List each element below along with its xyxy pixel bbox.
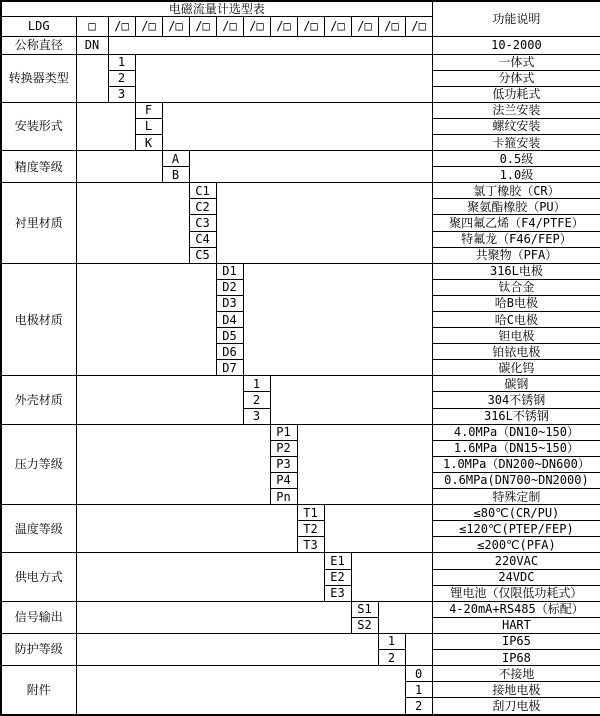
option-description: 氯丁橡胶（CR） (432, 183, 600, 199)
option-description: ≤80℃(CR/PU) (432, 505, 600, 521)
option-description: 1.0级 (432, 167, 600, 183)
option-description: 聚氨酯橡胶（PU） (432, 199, 600, 215)
option-code: D4 (216, 312, 243, 328)
option-description: 哈C电极 (432, 312, 600, 328)
model-code-slot: /□ (162, 16, 189, 36)
filler-cell (76, 102, 135, 150)
filler-cell (76, 601, 351, 633)
filler-cell (162, 102, 432, 150)
model-code-slot: /□ (270, 16, 297, 36)
table-row (1, 666, 600, 682)
option-description: 24VDC (432, 569, 600, 585)
option-code: F (135, 102, 162, 118)
table-row (1, 183, 600, 199)
option-description: 220VAC (432, 553, 600, 569)
category-label: 温度等级 (1, 505, 76, 553)
option-code: K (135, 134, 162, 150)
model-code-slot: /□ (351, 16, 378, 36)
filler-cell (76, 54, 108, 102)
option-code: 2 (405, 698, 432, 715)
option-description: 碳钢 (432, 376, 600, 392)
filler-cell (76, 666, 405, 715)
table-row (1, 505, 600, 521)
option-description: IP68 (432, 649, 600, 665)
option-code: C2 (189, 199, 216, 215)
model-code-slot: /□ (108, 16, 135, 36)
table-row (1, 54, 600, 70)
option-code: C5 (189, 247, 216, 263)
filler-cell (76, 424, 270, 504)
model-code-slot: /□ (135, 16, 162, 36)
filler-cell (108, 36, 432, 54)
option-description: ≤200℃(PFA) (432, 537, 600, 553)
option-code: 1 (108, 54, 135, 70)
table-row (1, 633, 600, 649)
option-description: 法兰安装 (432, 102, 600, 118)
model-code-slot: /□ (243, 16, 270, 36)
option-code: Pn (270, 489, 297, 505)
option-code: 3 (243, 408, 270, 424)
option-code: 1 (243, 376, 270, 392)
option-description: 不接地 (432, 666, 600, 682)
filler-cell (324, 505, 432, 553)
option-code: 2 (243, 392, 270, 408)
category-label: 附件 (1, 666, 76, 715)
option-description: 螺纹安装 (432, 118, 600, 134)
table-row (1, 424, 600, 440)
option-code: L (135, 118, 162, 134)
option-code: P1 (270, 424, 297, 440)
category-label: 防护等级 (1, 633, 76, 665)
option-description: 1.6MPa（DN15~150） (432, 440, 600, 456)
option-code: S1 (351, 601, 378, 617)
table-row (1, 601, 600, 617)
category-label: 转换器类型 (1, 54, 76, 102)
model-code-box: □ (76, 16, 108, 36)
option-code: D2 (216, 279, 243, 295)
option-description: 接地电极 (432, 682, 600, 698)
category-label: 外壳材质 (1, 376, 76, 424)
option-description: 分体式 (432, 70, 600, 86)
option-code: 0 (405, 666, 432, 682)
option-description: 304不锈钢 (432, 392, 600, 408)
table-row (1, 151, 600, 167)
category-label: 压力等级 (1, 424, 76, 504)
table-row (1, 1, 600, 16)
page-title: 电磁流量计选型表 (1, 1, 432, 16)
option-code: E3 (324, 585, 351, 601)
option-code: P2 (270, 440, 297, 456)
model-code-slot: /□ (216, 16, 243, 36)
option-code: C4 (189, 231, 216, 247)
option-description: 铂铱电极 (432, 344, 600, 360)
category-label: 衬里材质 (1, 183, 76, 263)
filler-cell (297, 424, 432, 504)
option-code: T2 (297, 521, 324, 537)
filler-cell (270, 376, 432, 424)
table-row (1, 263, 600, 279)
option-description: 10-2000 (432, 36, 600, 54)
option-description: 316L不锈钢 (432, 408, 600, 424)
option-description: 刮刀电极 (432, 698, 600, 715)
option-code: P3 (270, 456, 297, 472)
filler-cell (216, 183, 432, 263)
table-row (1, 102, 600, 118)
option-description: 特殊定制 (432, 489, 600, 505)
option-code: T3 (297, 537, 324, 553)
filler-cell (76, 376, 243, 424)
option-description: 锂电池（仅限低功耗式） (432, 585, 600, 601)
option-description: 低功耗式 (432, 86, 600, 102)
function-description-header: 功能说明 (432, 1, 600, 36)
option-code: B (162, 167, 189, 183)
option-description: 特氟龙（F46/FEP） (432, 231, 600, 247)
option-code: P4 (270, 472, 297, 488)
option-code: A (162, 151, 189, 167)
model-code-slot: /□ (324, 16, 351, 36)
filler-cell (76, 633, 378, 665)
model-code-slot: /□ (405, 16, 432, 36)
option-code: D7 (216, 360, 243, 376)
filler-cell (76, 183, 189, 263)
filler-cell (76, 263, 216, 376)
model-code-slot: /□ (378, 16, 405, 36)
option-description: 聚四氟乙烯（F4/PTFE） (432, 215, 600, 231)
table-row (1, 36, 600, 54)
option-description: HART (432, 617, 600, 633)
filler-cell (351, 553, 432, 601)
option-description: 共聚物（PFA） (432, 247, 600, 263)
option-description: 0.6MPa(DN700~DN2000) (432, 472, 600, 488)
filler-cell (76, 553, 324, 601)
option-code: T1 (297, 505, 324, 521)
option-code: E2 (324, 569, 351, 585)
option-code: 1 (378, 633, 405, 649)
category-label: 精度等级 (1, 151, 76, 183)
option-code: E1 (324, 553, 351, 569)
option-code: D6 (216, 344, 243, 360)
category-label: 安装形式 (1, 102, 76, 150)
option-description: 4.0MPa（DN10~150） (432, 424, 600, 440)
option-description: 哈B电极 (432, 295, 600, 311)
category-label-diameter: 公称直径 (1, 36, 76, 54)
option-code: 2 (378, 649, 405, 665)
option-code: D5 (216, 328, 243, 344)
option-description: 碳化钨 (432, 360, 600, 376)
option-code: 2 (108, 70, 135, 86)
option-code: S2 (351, 617, 378, 633)
option-code: 3 (108, 86, 135, 102)
option-code: 1 (405, 682, 432, 698)
filler-cell (243, 263, 432, 376)
option-code: C1 (189, 183, 216, 199)
filler-cell (135, 54, 432, 102)
option-code: C3 (189, 215, 216, 231)
option-description: 钽电极 (432, 328, 600, 344)
diameter-code: DN (76, 36, 108, 54)
table-row (1, 553, 600, 569)
option-code: D3 (216, 295, 243, 311)
category-label: 供电方式 (1, 553, 76, 601)
filler-cell (76, 151, 162, 183)
option-code: D1 (216, 263, 243, 279)
option-description: 4-20mA+RS485（标配） (432, 601, 600, 617)
model-code-slot: /□ (297, 16, 324, 36)
filler-cell (405, 633, 432, 665)
option-description: IP65 (432, 633, 600, 649)
option-description: 钛合金 (432, 279, 600, 295)
option-description: ≤120℃(PTEP/FEP) (432, 521, 600, 537)
option-description: 316L电极 (432, 263, 600, 279)
filler-cell (189, 151, 432, 183)
category-label: 信号输出 (1, 601, 76, 633)
filler-cell (378, 601, 432, 633)
table-row (1, 376, 600, 392)
option-description: 0.5级 (432, 151, 600, 167)
category-label: 电极材质 (1, 263, 76, 376)
model-code-slot: /□ (189, 16, 216, 36)
model-prefix: LDG (1, 16, 76, 36)
option-description: 卡箍安装 (432, 134, 600, 150)
filler-cell (76, 505, 297, 553)
option-description: 一体式 (432, 54, 600, 70)
option-description: 1.0MPa（DN200~DN600） (432, 456, 600, 472)
